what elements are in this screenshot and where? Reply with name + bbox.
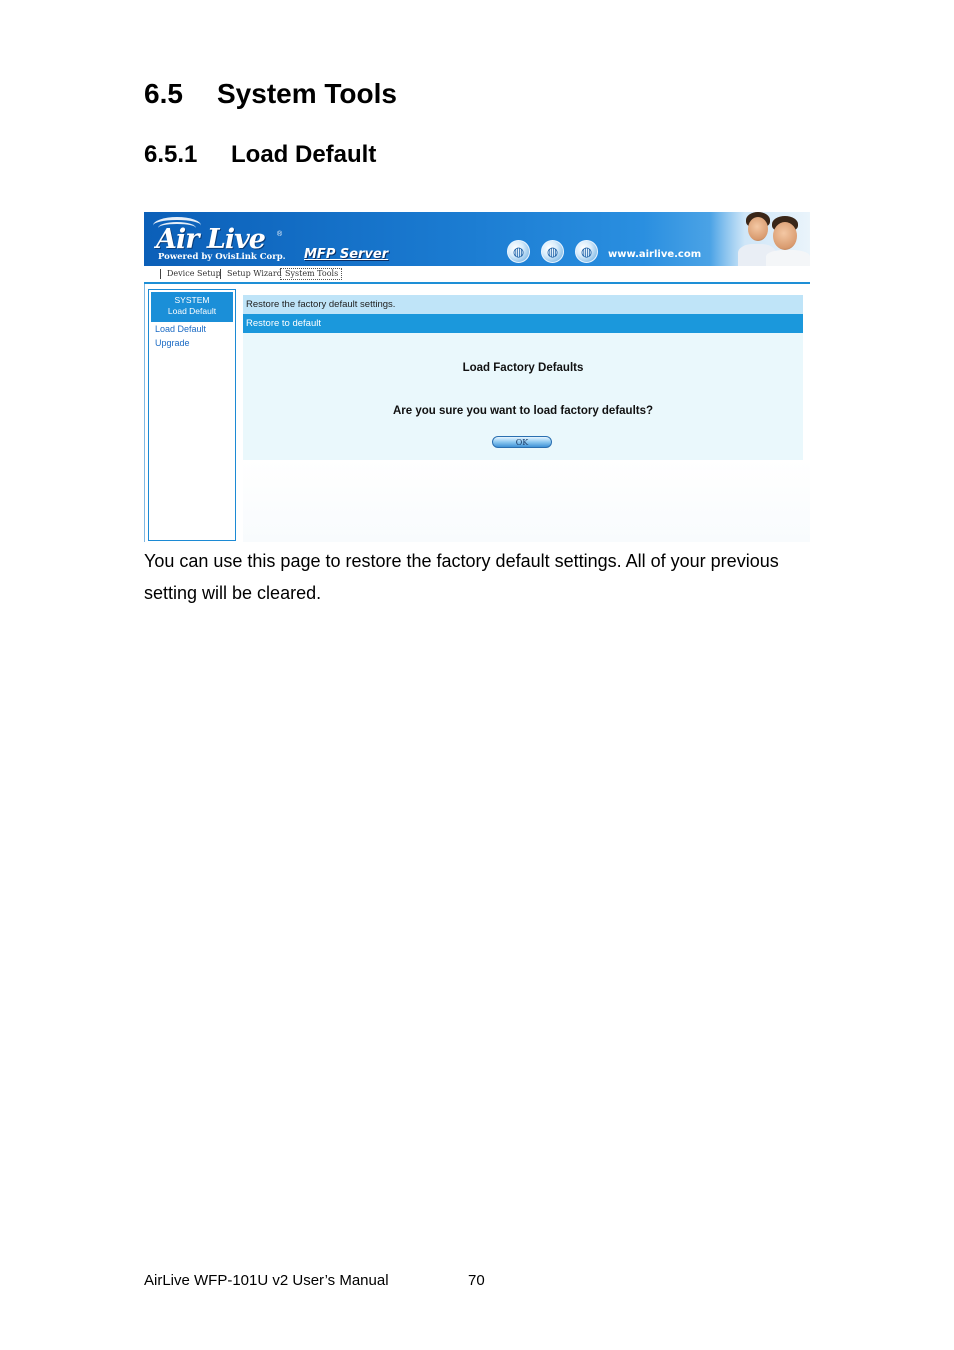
body-paragraph: You can use this page to restore the factory default settings. All of your previous setting will be cleared. <box>144 551 779 603</box>
sidebar-item-upgrade[interactable]: Upgrade <box>155 338 190 348</box>
panel-title: Load Factory Defaults <box>462 362 584 374</box>
embedded-screenshot <box>144 212 810 542</box>
sidebar <box>148 289 236 541</box>
content-panel <box>243 333 803 460</box>
section-heading <box>144 78 397 110</box>
subsection-number: 6.5.1 <box>144 141 198 168</box>
section-title: System Tools <box>217 78 397 109</box>
airlive-logo: Air Live <box>156 224 265 255</box>
subsection-heading <box>144 141 376 169</box>
sidebar-header <box>151 292 233 322</box>
sidebar-header-subtitle: Load Default <box>167 306 217 316</box>
subsection-title: Load Default <box>231 141 377 168</box>
page-description: Restore the factory default settings. <box>243 295 803 314</box>
product-name: MFP Server <box>304 247 389 262</box>
footer-page-number: 70 <box>468 1272 485 1289</box>
logo-tagline: Powered by OvisLink Corp. <box>158 252 286 262</box>
people-photo <box>710 212 810 266</box>
nav-setup-wizard[interactable]: Setup Wizard <box>220 269 282 279</box>
globe-icon: ◍ <box>507 240 530 263</box>
registered-mark: ® <box>277 231 283 238</box>
nav-device-setup[interactable]: Device Setup <box>160 269 221 279</box>
header-banner <box>144 212 810 266</box>
confirm-question: Are you sure you want to load factory defaults? <box>392 405 654 417</box>
panel-empty-area <box>243 460 810 542</box>
section-bar: Restore to default <box>243 314 803 333</box>
website-url: www.airlive.com <box>608 249 702 260</box>
ok-button[interactable]: OK <box>492 436 552 448</box>
globe-icon: ◍ <box>575 240 598 263</box>
frame-edge <box>144 284 145 542</box>
footer-manual-title: AirLive WFP-101U v2 User’s Manual <box>144 1272 389 1289</box>
globe-icon: ◍ <box>541 240 564 263</box>
top-nav <box>144 266 810 284</box>
sidebar-header-title: SYSTEM <box>174 295 210 305</box>
nav-system-tools[interactable]: System Tools <box>280 268 342 280</box>
section-number: 6.5 <box>144 78 183 109</box>
sidebar-item-load-default[interactable]: Load Default <box>155 324 207 334</box>
